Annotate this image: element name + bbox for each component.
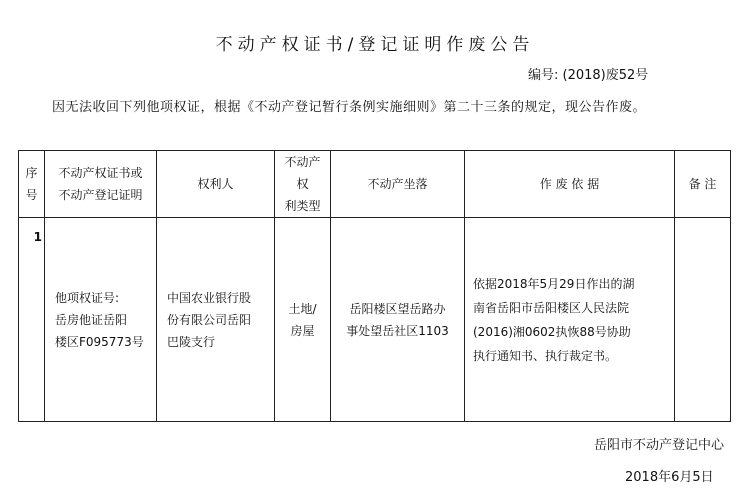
cell-holder: 中国农业银行股 份有限公司岳阳 巴陵支行 <box>157 218 275 422</box>
header-cert: 不动产权证书或 不动产登记证明 <box>45 151 157 218</box>
header-basis: 作 废 依 据 <box>465 151 675 218</box>
notice-title: 不动产权证书/登记证明作废公告 <box>215 35 535 55</box>
header-holder: 权利人 <box>157 151 275 218</box>
table-row <box>19 218 731 422</box>
issuing-organization: 岳阳市不动产登记中心 <box>594 438 725 453</box>
cell-basis: 依据2018年5月29日作出的湖 南省岳阳市岳阳楼区人民法院 (2016)湘0602执恢88号协助 执行通知书、执行裁定书。 <box>465 218 675 422</box>
notice-table <box>18 150 731 422</box>
header-location: 不动产坐落 <box>331 151 465 218</box>
cell-cert: 他项权证号: 岳房他证岳阳 楼区F095773号 <box>45 218 157 422</box>
issue-date: 2018年6月5日 <box>625 470 714 485</box>
cell-remark <box>675 218 731 422</box>
cell-seq: 1 <box>19 218 45 422</box>
header-type: 不动产权 利类型 <box>275 151 331 218</box>
notice-number: 编号: (2018)废52号 <box>528 68 649 83</box>
header-remark: 备 注 <box>675 151 731 218</box>
cell-type: 土地/ 房屋 <box>275 218 331 422</box>
header-seq: 序 号 <box>19 151 45 218</box>
notice-intro: 因无法收回下列他项权证，根据《不动产登记暂行条例实施细则》第二十三条的规定，现公告作废。 <box>52 100 647 115</box>
cell-location: 岳阳楼区望岳路办 事处望岳社区1103 <box>331 218 465 422</box>
table-header-row <box>19 151 731 218</box>
